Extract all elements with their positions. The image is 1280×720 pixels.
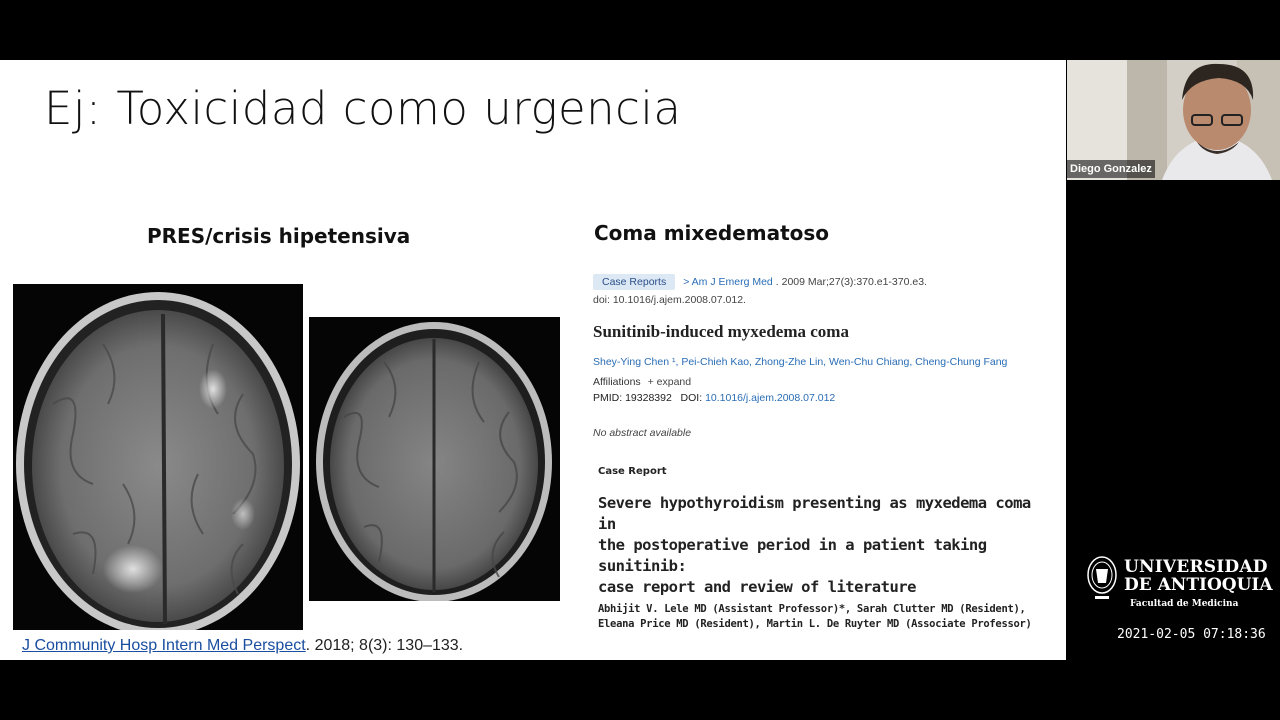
citation-details: . 2018; 8(3): 130–133. bbox=[305, 637, 464, 654]
mri-flair-image-abnormal bbox=[13, 284, 303, 630]
case-title-line: Severe hypothyroidism presenting as myxedema coma in bbox=[598, 494, 1031, 533]
case-report-label: Case Report bbox=[598, 466, 667, 477]
pmid-text: PMID: 19328392 DOI: bbox=[593, 392, 706, 404]
logo-line-1: UNIVERSIDAD bbox=[1124, 557, 1268, 577]
affiliations-row bbox=[593, 376, 1053, 388]
author-list[interactable]: Shey-Ying Chen ¹, Pei-Chieh Kao, Zhong-Zhe Lin, Wen-Chu Chiang, Cheng-Chung Fang bbox=[593, 356, 1008, 368]
logo-line-3: Facultad de Medicina bbox=[1130, 599, 1239, 609]
recording-timestamp: 2021-02-05 07:18:36 bbox=[1117, 627, 1266, 642]
slide-title: Ej: Toxicidad como urgencia bbox=[44, 82, 682, 135]
case-authors-line: Eleana Price MD (Resident), Martin L. De Ruyter MD (Associate Professor) bbox=[598, 618, 1032, 630]
pres-heading: PRES/crisis hipetensiva bbox=[147, 224, 411, 248]
coma-heading: Coma mixedematoso bbox=[594, 221, 830, 245]
university-seal-icon bbox=[1086, 555, 1118, 601]
case-title-line: case report and review of literature bbox=[598, 578, 916, 596]
citation-journal-link[interactable]: J Community Hosp Intern Med Perspect bbox=[22, 637, 306, 654]
no-abstract-note: No abstract available bbox=[593, 427, 692, 439]
logo-line-2: DE ANTIOQUIA bbox=[1124, 575, 1273, 595]
case-report-excerpt bbox=[598, 466, 1048, 632]
case-report-title bbox=[598, 493, 1048, 598]
affiliations-label: Affiliations bbox=[593, 376, 641, 388]
citation bbox=[22, 637, 463, 655]
article-title: Sunitinib-induced myxedema coma bbox=[593, 322, 849, 341]
participant-name-label: Diego Gonzalez bbox=[1067, 160, 1155, 178]
case-report-authors bbox=[598, 602, 1048, 632]
identifiers-row bbox=[593, 392, 1053, 404]
mri-flair-image-followup bbox=[309, 317, 560, 601]
pubmed-excerpt bbox=[593, 274, 1053, 439]
doi-line: doi: 10.1016/j.ajem.2008.07.012. bbox=[593, 294, 746, 306]
publication-date: . 2009 Mar;27(3):370.e1-370.e3. bbox=[775, 276, 927, 288]
case-authors-line: Abhijit V. Lele MD (Assistant Professor)*, Sarah Clutter MD (Resident), bbox=[598, 603, 1026, 615]
universidad-de-antioquia-logo bbox=[1086, 555, 1273, 615]
doi-link[interactable]: 10.1016/j.ajem.2008.07.012 bbox=[705, 392, 836, 404]
case-reports-badge[interactable]: Case Reports bbox=[593, 274, 675, 290]
presentation-slide bbox=[0, 60, 1066, 660]
expand-affiliations-button[interactable]: + expand bbox=[647, 376, 692, 388]
case-title-line: the postoperative period in a patient taking sunitinib: bbox=[598, 536, 987, 575]
journal-link[interactable]: > Am J Emerg Med bbox=[683, 276, 773, 288]
